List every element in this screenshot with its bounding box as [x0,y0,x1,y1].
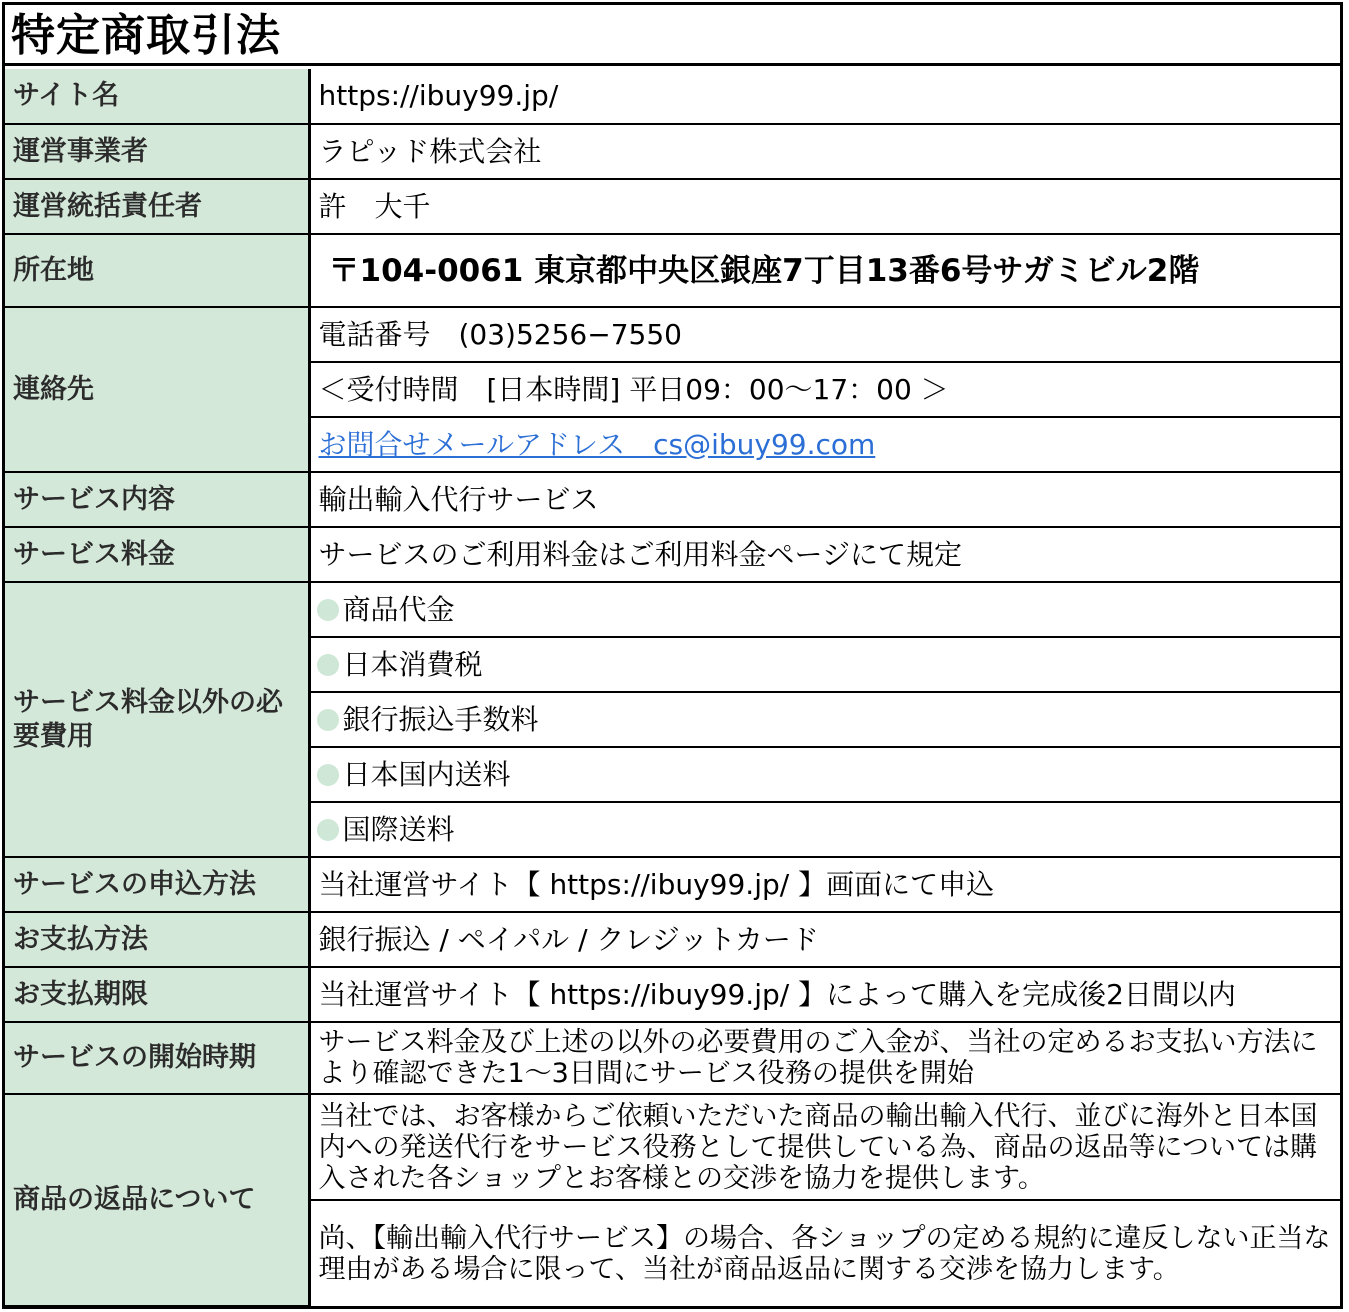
manager-value: 許 大千 [309,179,1340,234]
deadline-label: お支払期限 [5,967,309,1022]
table-row [5,1022,1340,1094]
contact-hours: ＜受付時間 [日本時間] 平日09：00〜17：00 ＞ [309,362,1340,417]
legal-notice-panel [2,2,1343,1309]
other-fee-text: 銀行振込手数料 [342,702,539,736]
bullet-icon [317,709,339,731]
start-label: サービスの開始時期 [5,1022,309,1094]
deadline-value: 当社運営サイト【 https://ibuy99.jp/ 】によって購入を完成後2日間以内 [309,967,1340,1022]
site-name-value: https://ibuy99.jp/ [309,69,1340,124]
returns-para-1: 当社では、お客様からご依頼いただいた商品の輸出輸入代行、並びに海外と日本国内への発送代行をサービス役務として提供している為、商品の返品等については購入された各ショップとお客様との交渉を協力を提供します。 [309,1094,1340,1200]
apply-value: 当社運営サイト【 https://ibuy99.jp/ 】画面にて申込 [309,857,1340,912]
other-fees-label: サービス料金以外の必要費用 [5,582,309,857]
table-row [5,124,1340,179]
table-row [5,967,1340,1022]
manager-label: 運営統括責任者 [5,179,309,234]
other-fee-text: 日本消費税 [342,647,483,681]
other-fee-item [309,692,1340,747]
table-row [5,912,1340,967]
bullet-icon [317,599,339,621]
service-label: サービス内容 [5,472,309,527]
bullet-icon [317,654,339,676]
table-row [5,472,1340,527]
other-fee-text: 国際送料 [342,812,455,846]
operator-label: 運営事業者 [5,124,309,179]
contact-label: 連絡先 [5,307,309,472]
contact-email-link[interactable]: お問合せメールアドレス cs@ibuy99.com [318,427,876,461]
table-row [5,234,1340,307]
other-fee-item [309,802,1340,857]
table-row [5,582,1340,637]
other-fee-text: 日本国内送料 [342,757,511,791]
fee-value: サービスのご利用料金はご利用料金ページにて規定 [309,527,1340,582]
start-value: サービス料金及び上述の以外の必要費用のご入金が、当社の定めるお支払い方法により確認できた1〜3日間にサービス役務の提供を開始 [309,1022,1340,1094]
table-row [5,1094,1340,1200]
page-title: 特定商取引法 [5,5,1340,66]
other-fee-item [309,637,1340,692]
table-row [5,307,1340,362]
site-name-label: サイト名 [5,69,309,124]
returns-label: 商品の返品について [5,1094,309,1306]
bullet-icon [317,764,339,786]
legal-info-table [5,69,1340,1307]
operator-value: ラピッド株式会社 [309,124,1340,179]
contact-email-cell [309,417,1340,472]
payment-value: 銀行振込 / ペイパル / クレジットカード [309,912,1340,967]
contact-phone: 電話番号 (03)5256−7550 [309,307,1340,362]
bullet-icon [317,819,339,841]
apply-label: サービスの申込方法 [5,857,309,912]
table-row [5,857,1340,912]
table-row [5,527,1340,582]
address-label: 所在地 [5,234,309,307]
other-fee-item [309,582,1340,637]
fee-label: サービス料金 [5,527,309,582]
other-fee-item [309,747,1340,802]
payment-label: お支払方法 [5,912,309,967]
address-value: 〒104-0061 東京都中央区銀座7丁目13番6号サガミビル2階 [309,234,1340,307]
service-value: 輸出輸入代行サービス [309,472,1340,527]
returns-para-2: 尚、【輸出輸入代行サービス】の場合、各ショップの定める規約に違反しない正当な理由がある場合に限って、当社が商品返品に関する交渉を協力します。 [309,1200,1340,1306]
other-fee-text: 商品代金 [342,592,455,626]
table-row [5,69,1340,124]
table-row [5,179,1340,234]
